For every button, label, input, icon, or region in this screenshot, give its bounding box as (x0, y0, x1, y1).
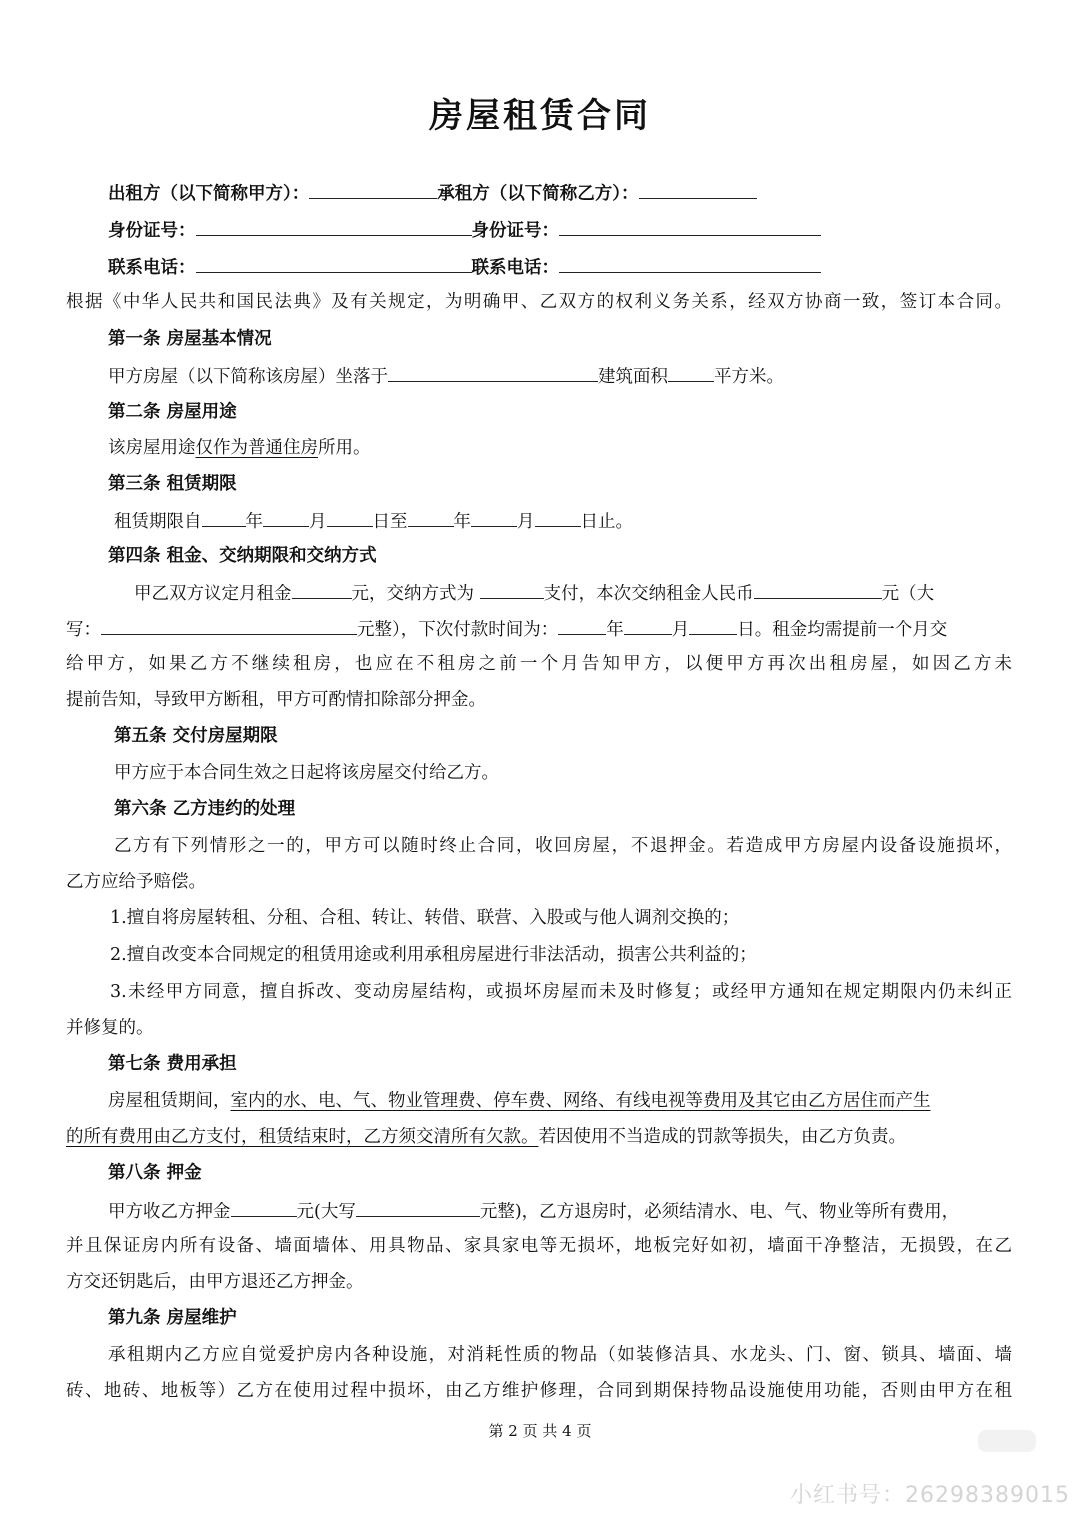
payment-method-blank (480, 580, 544, 599)
amount-words-blank (101, 616, 357, 635)
article-4-line-4: 提前告知，导致甲方断租，甲方可酌情扣除部分押金。 (66, 690, 486, 710)
article-7-line-1 (108, 1089, 931, 1113)
lessor-id-label: 身份证号： (108, 221, 196, 241)
a3-year-2: 年 (453, 512, 471, 532)
id-row (108, 217, 821, 243)
a4-l1-b: 元，交纳方式为 (351, 584, 474, 604)
article-8-line-3: 方交还钥匙后，由甲方退还乙方押金。 (66, 1272, 364, 1292)
deposit-blank (231, 1198, 297, 1217)
article-6-item-3-cont: 并修复的。 (66, 1018, 154, 1038)
address-blank (388, 363, 598, 382)
article-4-line-2 (66, 616, 947, 642)
start-month-blank (263, 508, 309, 527)
article-3-heading: 第三条 租赁期限 (108, 474, 237, 494)
article-6-heading: 第六条 乙方违约的处理 (114, 799, 296, 819)
a3-end: 日止。 (580, 512, 633, 532)
monthly-rent-blank (292, 580, 352, 599)
article-6-item-2: 2.擅自改变本合同规定的租赁用途或利用承租房屋进行非法活动，损害公共利益的； (110, 945, 757, 965)
a7-l2-underlined: 的所有费用由乙方支付，租赁结束时，乙方须交清所有欠款。 (66, 1127, 539, 1147)
article-1-heading: 第一条 房屋基本情况 (108, 329, 272, 349)
a4-l1-d: 元（大 (881, 584, 935, 604)
article-1-text (108, 363, 784, 389)
deposit-words-blank (356, 1198, 480, 1217)
lessee-phone-blank (559, 254, 821, 273)
a3-year: 年 (245, 512, 263, 532)
lessor-row (108, 180, 757, 206)
next-day-blank (689, 616, 737, 635)
watermark-text: 小红书号：26298389015 (790, 1483, 1070, 1508)
a8-l1-c: 元整)，乙方退房时，必须结清水、电、气、物业等所有费用， (479, 1202, 960, 1222)
a4-l2-a: 写： (66, 620, 101, 640)
a4-l2-c: 日。租金均需提前一个月交 (737, 620, 948, 640)
next-month-blank (624, 616, 672, 635)
intro-paragraph: 根据《中华人民共和国民法典》及有关规定，为明确甲、乙双方的权利义务关系，经双方协商一致，签订本合同。 (66, 292, 1012, 312)
lessor-label: 出租方（以下简称甲方）： (108, 184, 310, 204)
a2-text-1: 该房屋用途 (108, 438, 196, 458)
article-5-text: 甲方应于本合同生效之日起将该房屋交付给乙方。 (114, 763, 499, 783)
a4-l1-a: 甲乙双方议定月租金 (134, 584, 292, 604)
end-day-blank (535, 508, 581, 527)
start-year-blank (202, 508, 246, 527)
article-4-line-1 (134, 580, 934, 606)
article-8-line-1 (108, 1198, 959, 1224)
a1-text-2: 建筑面积 (598, 367, 668, 387)
lessee-label: 承租方（以下简称乙方）： (437, 184, 639, 204)
article-7-line-2 (66, 1125, 906, 1149)
lessee-blank (639, 180, 757, 199)
lessee-phone-label: 联系电话： (471, 258, 559, 278)
a1-text-3: 平方米。 (714, 367, 784, 387)
a2-text-3: 所用。 (318, 438, 371, 458)
a7-l2-b: 若因使用不当造成的罚款等损失，由乙方负责。 (538, 1127, 906, 1147)
a3-text-1: 租赁期限自 (114, 512, 202, 532)
a7-l1-underlined: 室内的水、电、气、物业管理费、停车费、网络、有线电视等费用及其它由乙方居住而产生 (230, 1091, 931, 1111)
page-footer: 第 2 页 共 4 页 (488, 1422, 592, 1440)
article-5-heading: 第五条 交付房屋期限 (114, 726, 278, 746)
article-9-line-1: 承租期内乙方应自觉爱护房内各种设施，对消耗性质的物品（如装修洁具、水龙头、门、窗、锁具、墙面、墙 (108, 1345, 1012, 1365)
article-9-heading: 第九条 房屋维护 (108, 1308, 237, 1328)
a3-month-2: 月 (517, 512, 535, 532)
end-year-blank (408, 508, 454, 527)
next-year-blank (558, 616, 606, 635)
article-6-line-1: 乙方有下列情形之一的，甲方可以随时终止合同，收回房屋，不退押金。若造成甲方房屋内设备设施损坏， (114, 836, 1012, 856)
lessor-id-blank (196, 217, 472, 236)
start-day-blank (327, 508, 373, 527)
lessee-id-label: 身份证号： (471, 221, 559, 241)
article-8-line-2: 并且保证房内所有设备、墙面墙体、用具物品、家具家电等无损坏，地板完好如初，墙面干净整洁，无损毁，在乙 (66, 1236, 1012, 1256)
article-8-heading: 第八条 押金 (108, 1163, 202, 1183)
a4-l2-year: 年 (606, 620, 624, 640)
document-title: 房屋租赁合同 (429, 96, 651, 136)
payment-amount-blank (754, 580, 882, 599)
usage-underlined: 仅作为普通住房 (195, 438, 318, 458)
article-4-heading: 第四条 租金、交纳期限和交纳方式 (108, 546, 377, 566)
a4-l2-b: 元整），下次付款时间为： (357, 620, 559, 640)
a3-month: 月 (309, 512, 327, 532)
phone-row (108, 254, 821, 280)
article-2-text (108, 436, 371, 460)
article-2-heading: 第二条 房屋用途 (108, 402, 237, 422)
article-7-heading: 第七条 费用承担 (108, 1054, 237, 1074)
a1-text-1: 甲方房屋（以下简称该房屋）坐落于 (108, 367, 388, 387)
a3-day-to: 日至 (372, 512, 408, 532)
lessor-phone-blank (196, 254, 472, 273)
a7-l1-a: 房屋租赁期间， (108, 1091, 231, 1111)
lessor-blank (309, 180, 437, 199)
article-9-line-2: 砖、地砖、地板等）乙方在使用过程中损坏，由乙方维护修理，合同到期保持物品设施使用功能，否则由甲方在租 (66, 1381, 1012, 1401)
a4-l1-c: 支付，本次交纳租金人民币 (543, 584, 754, 604)
article-6-item-3: 3.未经甲方同意，擅自拆改、变动房屋结构，或损坏房屋而未及时修复；或经甲方通知在规定期限内仍未纠正 (110, 982, 1012, 1002)
a4-l2-month: 月 (671, 620, 690, 640)
a8-l1-a: 甲方收乙方押金 (108, 1202, 231, 1222)
article-4-line-3: 给甲方，如果乙方不继续租房，也应在不租房之前一个月告知甲方，以便甲方再次出租房屋，如因乙方未 (66, 654, 1012, 674)
article-6-item-1: 1.擅自将房屋转租、分租、合租、转让、转借、联营、入股或与他人调剂交换的； (110, 908, 740, 928)
a8-l1-b: 元(大写 (296, 1202, 356, 1222)
watermark-logo (978, 1430, 1036, 1452)
lessor-phone-label: 联系电话： (108, 258, 196, 278)
end-month-blank (471, 508, 517, 527)
article-6-line-2: 乙方应给予赔偿。 (66, 872, 206, 892)
article-3-text (114, 508, 633, 534)
lessee-id-blank (559, 217, 821, 236)
area-blank (668, 363, 714, 382)
